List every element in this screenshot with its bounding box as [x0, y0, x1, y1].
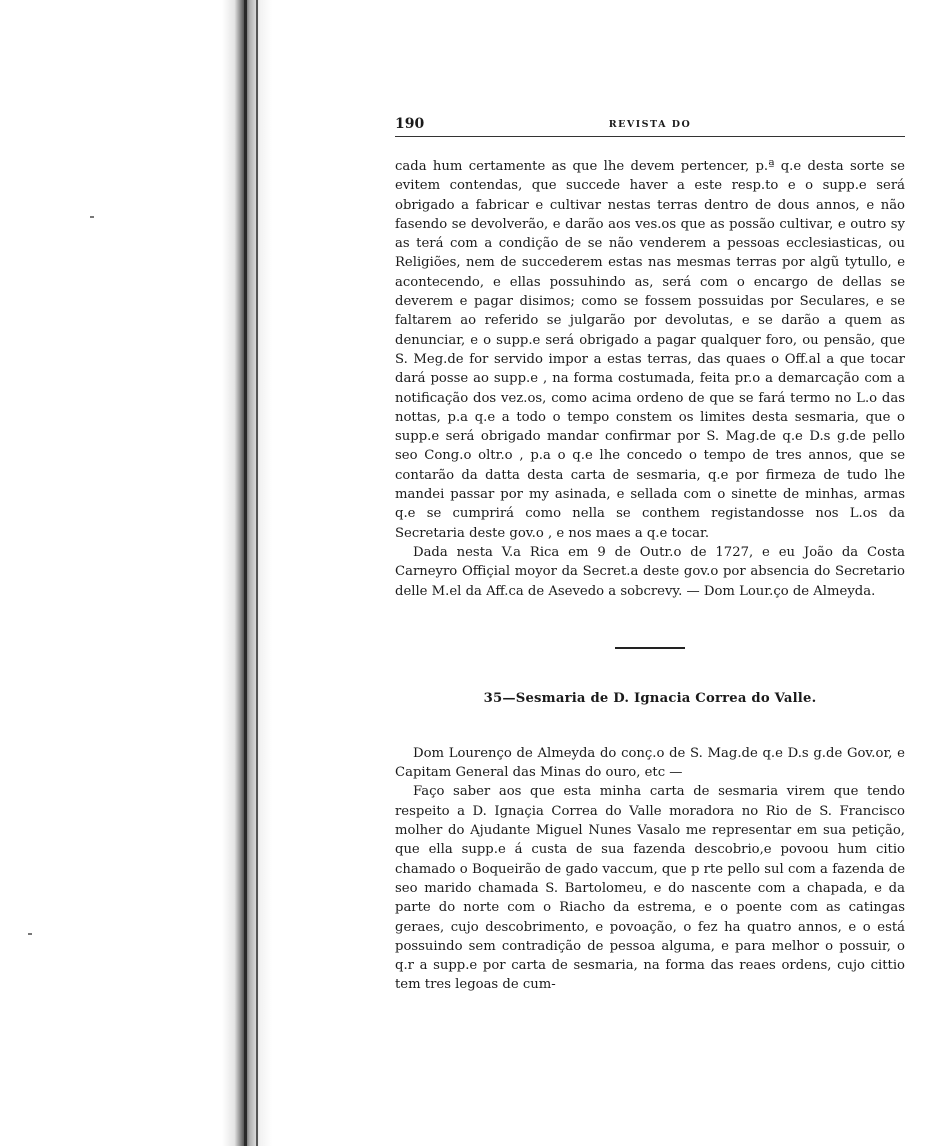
running-header [395, 112, 905, 137]
page-number: 190 [395, 116, 425, 132]
running-title: REVISTA DO [608, 119, 692, 130]
section-paragraph-2: Faço saber aos que esta minha carta de sesmaria virem que tendo respeito a D. Ignaçia Correa do Valle moradora no Rio de S. Francisco molher do Ajudante Miguel Nunes Vasalo me representar em sua petição, que ella supp.e á custa de sua fazenda descobrio,e povoou hum citio chamado o Boqueirão de gado vaccum, que p rte pello sul com a fazenda de seo marido chamada S. Bartolomeu, e do nascente com a chapada, e da parte do norte com o Riacho da estrema, e o poente com as catingas geraes, cujo descobrimento, e povoação, o fez ha quatro annos, e o está possuindo sem contradição de pessoa alguma, e para melhor o possuir, o q.r a supp.e por carta de sesmaria, na forma das reaes ordens, cujo cittio tem tres legoas de cum- [395, 784, 905, 993]
paper-speck [28, 933, 32, 935]
section-heading: 35—Sesmaria de D. Ignacia Correa do Valle. [483, 690, 817, 706]
paper-speck [90, 216, 94, 218]
body-paragraph-1: cada hum certamente as que lhe devem pertencer, p.ª q.e desta sorte se evitem contendas, que succede haver a este resp.to e o supp.e será obrigado a fabricar e cultivar nestas terras dentro de dous annos, e não fasendo se devolverão, e darão aos ves.os que as possão cultivar, e outro sy as terá com a condição de se não venderem a pessoas ecclesiasticas, ou Religiões, nem de succederem estas nas mesmas terras por algũ tytullo, e acontecendo, e ellas possuhindo as, será com o encargo de dellas se deverem e pagar disimos; como se fossem possuidas por Seculares, e se faltarem ao referido se julgarão por devolutas, e se darão a quem as denunciar, e o supp.e será obrigado a pagar qualquer foro, ou pensão, que S. Meg.de for servido impor a estas terras, das quaes o Off.al a que tocar dará posse ao supp.e , na forma costumada, feita pr.o a demarcação com a notificação dos vez.os, como acima ordeno de que se fará termo no L.o das nottas, p.a q.e a todo o tempo constem os limites desta sesmaria, que o supp.e será obrigado mandar confirmar por S. Mag.de q.e D.s g.de pello seo Cong.o oltr.o , p.a o q.e lhe concedo o tempo de tres annos, que se contarão da datta desta carta de sesmaria, q.e por firmeza de tudo lhe mandei passar por my asinada, e sellada com o sinette de minhas, armas q.e se cumprirá como nella se conthem registandosse nos L.os da Secretaria deste gov.o , e nos maes a q.e tocar. [395, 159, 905, 541]
section-paragraph-1: Dom Lourenço de Almeyda do conç.o de S. Mag.de q.e D.s g.de Gov.or, e Capitam General das Minas do ouro, etc — [395, 745, 905, 781]
document-page [395, 112, 905, 995]
section-text [395, 744, 905, 995]
body-paragraph-2: Dada nesta V.a Rica em 9 de Outr.o de 1727, e eu João da Costa Carneyro Offiçial moyor da Secret.a deste gov.o por absencia do Secretario delle M.el da Aff.ca de Asevedo a sobcrevy. — Dom Lour.ço de Almeyda. [395, 544, 905, 599]
continued-text [395, 157, 905, 601]
book-spine-line [244, 0, 247, 1146]
section-divider [615, 647, 685, 649]
book-spine-shadow [222, 0, 272, 1146]
book-spine-edge [256, 0, 258, 1146]
